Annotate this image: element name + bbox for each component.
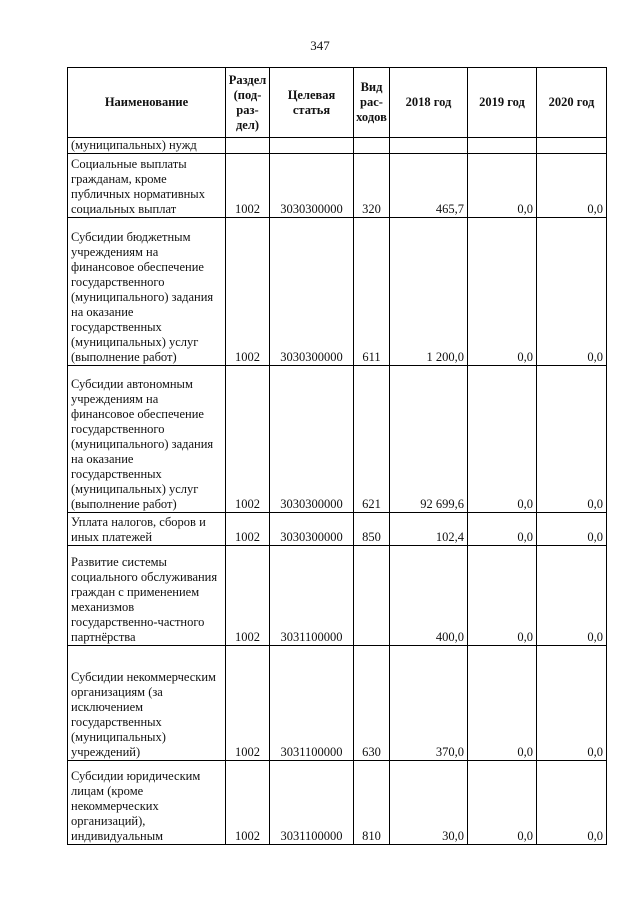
- row-2019: 0,0: [468, 646, 537, 761]
- row-name: Развитие системы социального обслуживания граждан с применением механизмов государственно-частного партнёрства: [68, 546, 226, 646]
- row-2019: 0,0: [468, 154, 537, 218]
- row-target: [270, 138, 354, 154]
- row-section: 1002: [226, 646, 270, 761]
- row-type: 611: [354, 218, 390, 366]
- row-type: 850: [354, 513, 390, 546]
- header-2019: 2019 год: [468, 68, 537, 138]
- row-2018: 30,0: [390, 761, 468, 845]
- row-target: 3030300000: [270, 218, 354, 366]
- row-2018: 465,7: [390, 154, 468, 218]
- row-name: (муниципальных) нужд: [68, 138, 226, 154]
- header-section: Раздел (под-раз-дел): [226, 68, 270, 138]
- table-row: [68, 761, 607, 845]
- header-2020: 2020 год: [537, 68, 607, 138]
- table-row: [68, 546, 607, 646]
- row-2018: 92 699,6: [390, 366, 468, 513]
- row-2019: 0,0: [468, 761, 537, 845]
- row-name: Субсидии бюджетным учреждениям на финансовое обеспечение государственного (муниципального) задания на оказание государственных (муниципальных) услуг (выполнение работ): [68, 218, 226, 366]
- row-section: [226, 138, 270, 154]
- table-row: [68, 138, 607, 154]
- row-type: [354, 138, 390, 154]
- row-2020: 0,0: [537, 546, 607, 646]
- row-section: 1002: [226, 154, 270, 218]
- header-target: Целевая статья: [270, 68, 354, 138]
- budget-table: [67, 67, 607, 845]
- row-name: Социальные выплаты гражданам, кроме публичных нормативных социальных выплат: [68, 154, 226, 218]
- row-section: 1002: [226, 546, 270, 646]
- row-2019: [468, 138, 537, 154]
- row-name: Уплата налогов, сборов и иных платежей: [68, 513, 226, 546]
- row-target: 3031100000: [270, 761, 354, 845]
- table-row: [68, 218, 607, 366]
- row-2019: 0,0: [468, 513, 537, 546]
- row-2020: 0,0: [537, 761, 607, 845]
- header-2018: 2018 год: [390, 68, 468, 138]
- row-target: 3030300000: [270, 366, 354, 513]
- row-type: 320: [354, 154, 390, 218]
- row-2018: 1 200,0: [390, 218, 468, 366]
- row-type: 630: [354, 646, 390, 761]
- row-name: Субсидии некоммерческим организациям (за исключением государственных (муниципальных) учреждений): [68, 646, 226, 761]
- row-target: 3030300000: [270, 154, 354, 218]
- row-name: Субсидии юридическим лицам (кроме некоммерческих организаций), индивидуальным: [68, 761, 226, 845]
- row-type: [354, 546, 390, 646]
- row-section: 1002: [226, 366, 270, 513]
- row-2020: 0,0: [537, 646, 607, 761]
- table-header-row: [68, 68, 607, 138]
- row-2020: 0,0: [537, 154, 607, 218]
- table-row: [68, 366, 607, 513]
- row-name: Субсидии автономным учреждениям на финансовое обеспечение государственного (муниципального) задания на оказание государственных (муниципальных) услуг (выполнение работ): [68, 366, 226, 513]
- row-section: 1002: [226, 218, 270, 366]
- row-type: 621: [354, 366, 390, 513]
- row-2020: 0,0: [537, 513, 607, 546]
- row-2019: 0,0: [468, 366, 537, 513]
- row-type: 810: [354, 761, 390, 845]
- header-name: Наименование: [68, 68, 226, 138]
- header-type: Вид рас-ходов: [354, 68, 390, 138]
- row-target: 3030300000: [270, 513, 354, 546]
- table-row: [68, 154, 607, 218]
- row-2020: 0,0: [537, 218, 607, 366]
- row-2018: 400,0: [390, 546, 468, 646]
- table-row: [68, 513, 607, 546]
- row-2020: [537, 138, 607, 154]
- row-target: 3031100000: [270, 546, 354, 646]
- row-2020: 0,0: [537, 366, 607, 513]
- row-2018: 370,0: [390, 646, 468, 761]
- row-2019: 0,0: [468, 218, 537, 366]
- row-2019: 0,0: [468, 546, 537, 646]
- table-row: [68, 646, 607, 761]
- row-2018: 102,4: [390, 513, 468, 546]
- row-target: 3031100000: [270, 646, 354, 761]
- row-section: 1002: [226, 513, 270, 546]
- page-number: 347: [310, 38, 330, 53]
- row-section: 1002: [226, 761, 270, 845]
- row-2018: [390, 138, 468, 154]
